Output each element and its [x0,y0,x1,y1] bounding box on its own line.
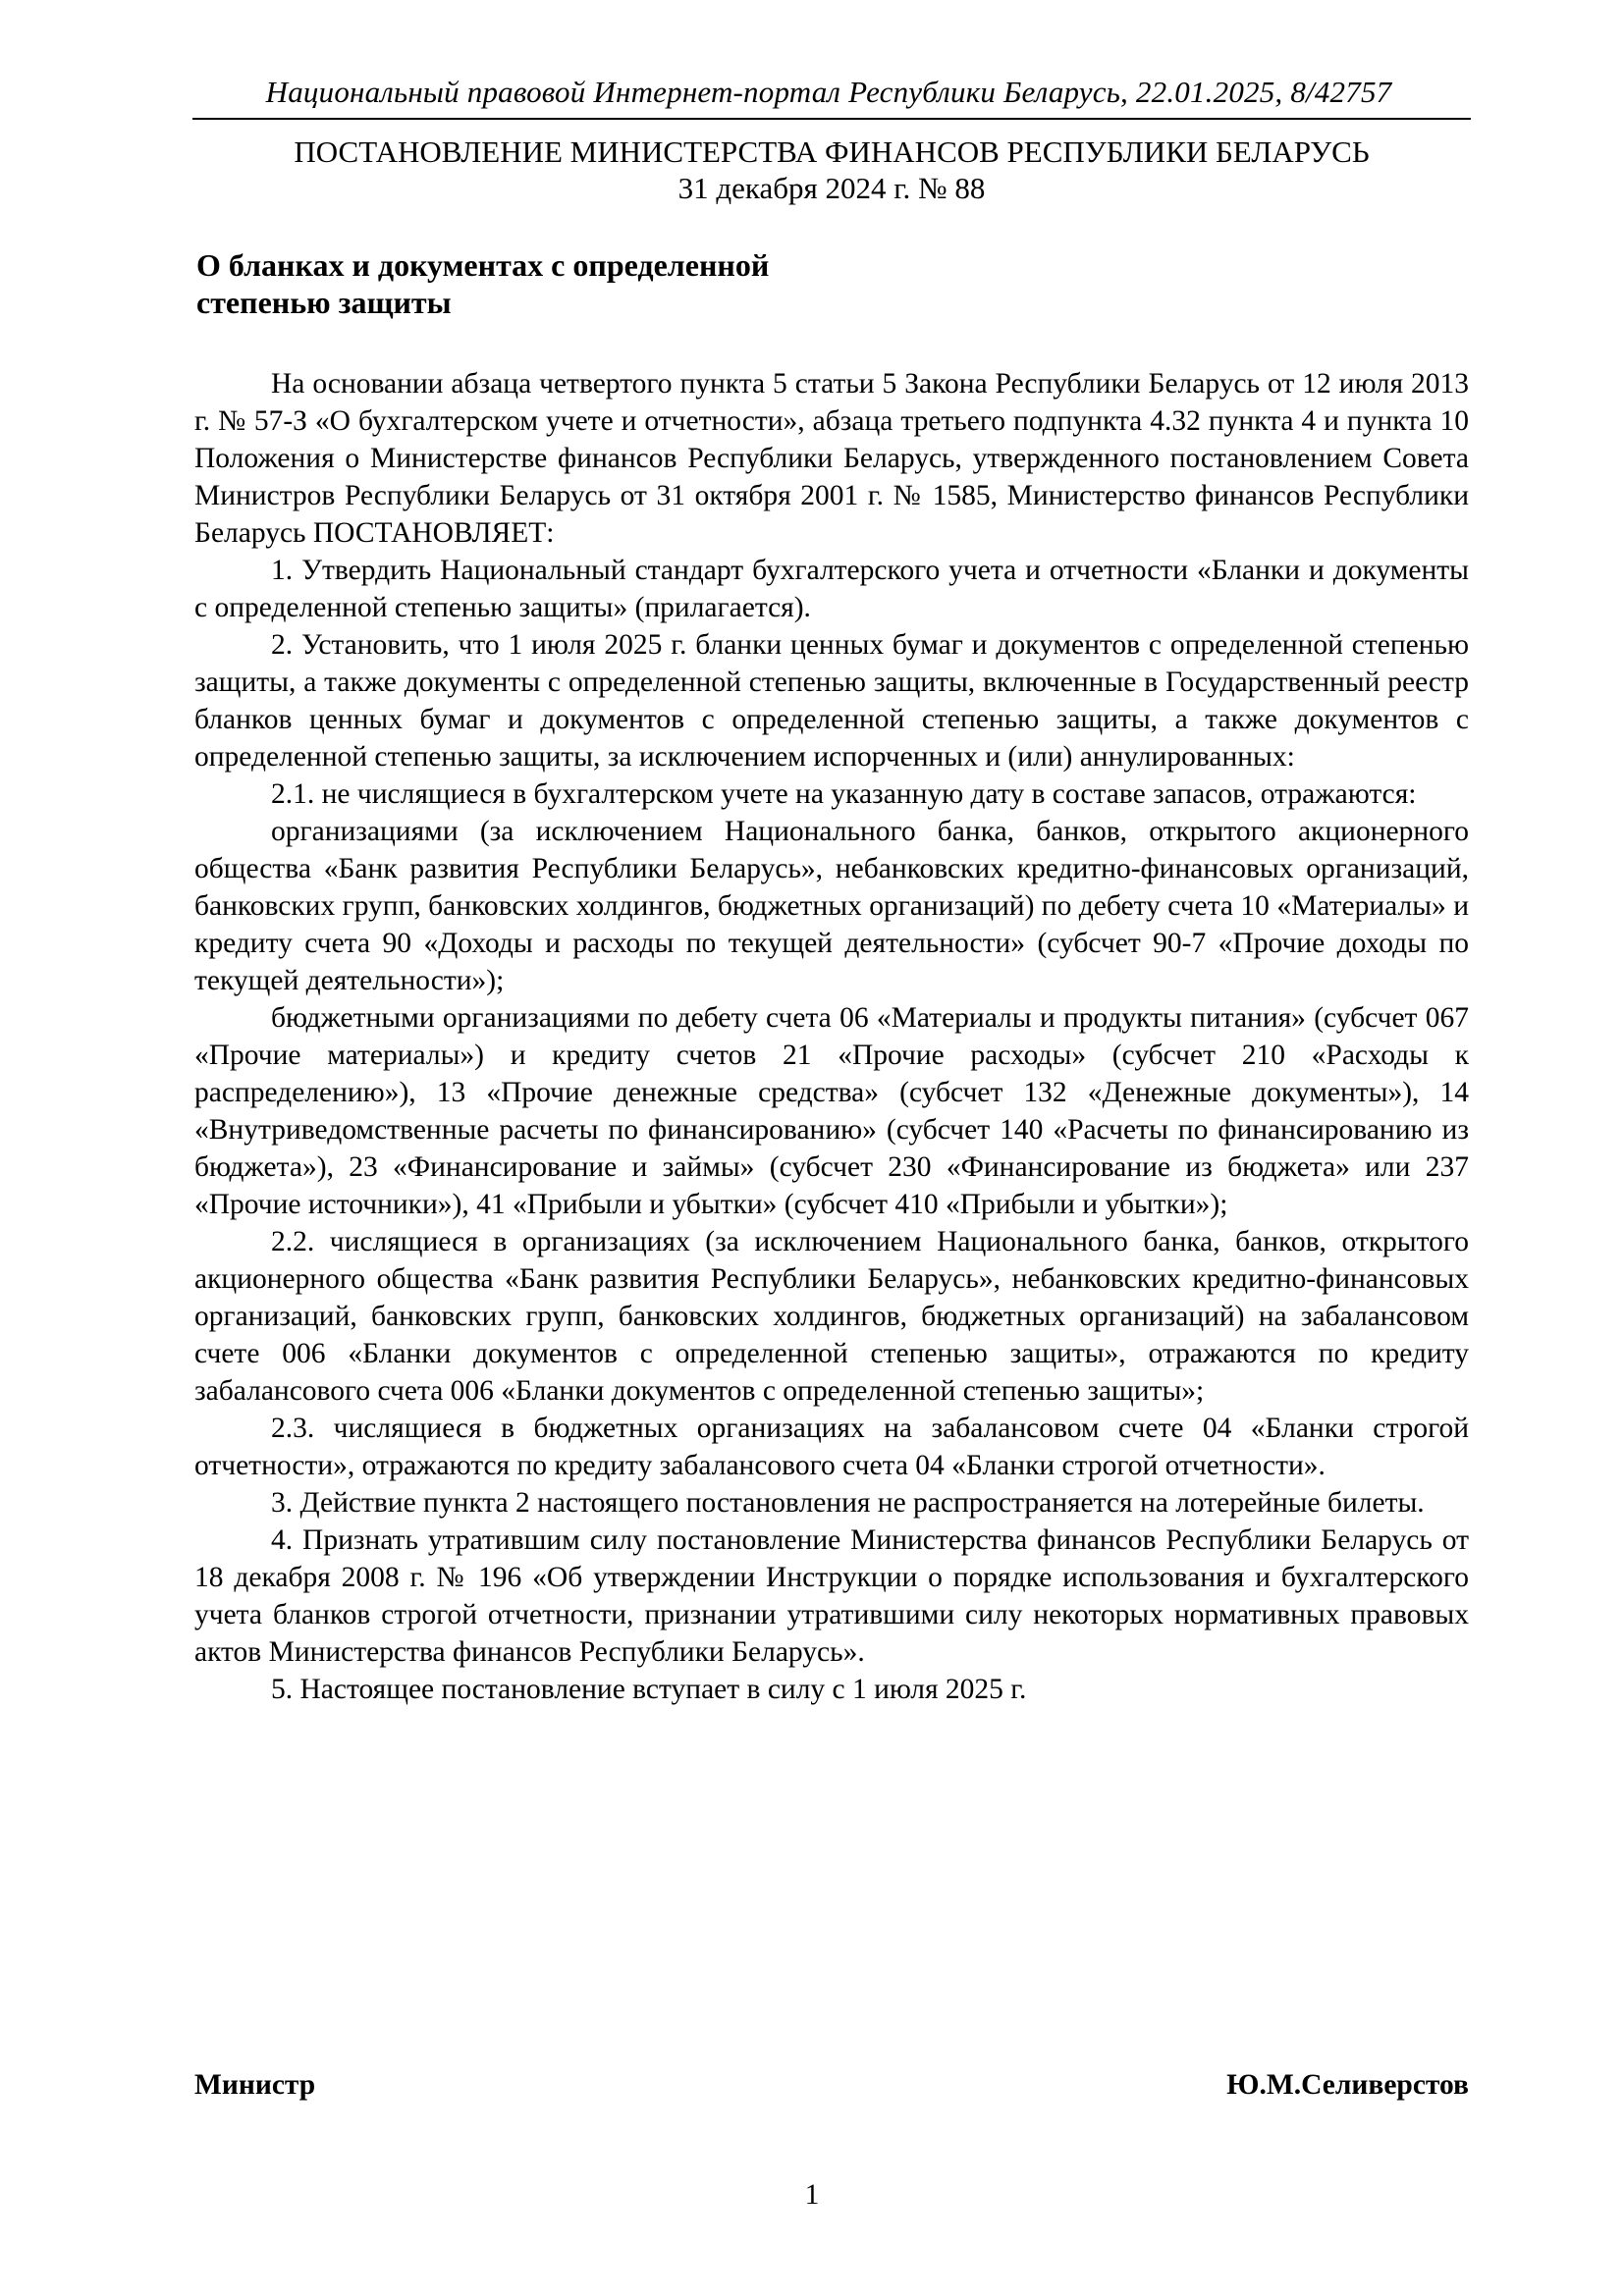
document-body [194,365,1469,1708]
signatory-name: Ю.М.Селиверстов [1226,2069,1469,2101]
page-number: 1 [804,2179,820,2211]
paragraph-organizations: организациями (за исключением Национального банка, банков, открытого акционерного общества «Банк развития Республики Беларусь», небанковских кредитно-финансовых организаций, банковских групп, банковских холдингов, бюджетных организаций) по дебету счета 10 «Материалы» и кредиту счета 90 «Доходы и расходы по текущей деятельности» (субсчет 90-7 «Прочие доходы по текущей деятельности»); [194,816,1469,996]
paragraph-item-2-2: 2.2. числящиеся в организациях (за исключением Национального банка, банков, открытого акционерного общества «Банк развития Республики Беларусь», небанковских кредитно-финансовых организаций, банковских групп, банковских холдингов, бюджетных организаций) на забалансовом счете 006 «Бланки документов с определенной степенью защиты», отражаются по кредиту забалансового счета 006 «Бланки документов с определенной степенью защиты»; [194,1226,1469,1407]
paragraph-item-2: 2. Установить, что 1 июля 2025 г. бланки ценных бумаг и документов с определенной степенью защиты, а также документы с определенной степенью защиты, включенные в Государственный реестр бланков ценных бумаг и документов с определенной степенью защиты, а также документов с определенной степенью защиты, за исключением испорченных и (или) аннулированных: [194,629,1469,773]
signature-block [194,2067,1469,2103]
portal-header: Национальный правовой Интернет-портал Республики Беларусь, 22.01.2025, 8/42757 [265,75,1392,109]
paragraph-item-2-3: 2.3. числящиеся в бюджетных организациях на забалансовом счете 04 «Бланки строгой отчетности», отражаются по кредиту забалансового счета 04 «Бланки строгой отчетности». [194,1413,1469,1481]
paragraph-budget-organizations: бюджетными организациями по дебету счета 06 «Материалы и продукты питания» (субсчет 067 «Прочие материалы») и кредиту счетов 21 «Прочие расходы» (субсчет 210 «Расходы к распределению»), 13 «Прочие денежные средства» (субсчет 132 «Денежные документы»), 14 «Внутриведомственные расчеты по финансированию» (субсчет 140 «Расчеты по финансированию из бюджета»), 23 «Финансирование и займы» (субсчет 230 «Финансирование из бюджета» или 237 «Прочие источники»), 41 «Прибыли и убытки» (субсчет 410 «Прибыли и убытки»); [194,1002,1469,1220]
document-date: 31 декабря 2024 г. № 88 [677,171,986,205]
paragraph-item-3: 3. Действие пункта 2 настоящего постановления не распространяется на лотерейные билеты. [271,1487,1425,1519]
document-title [196,246,962,321]
document-title-line: О бланках и документах с определенной [196,247,770,283]
paragraph-item-2-1: 2.1. не числящиеся в бухгалтерском учете на указанную дату в составе запасов, отражаются: [271,778,1417,810]
signatory-position: Министр [194,2069,316,2101]
paragraph-preamble: На основании абзаца четвертого пункта 5 статьи 5 Закона Республики Беларусь от 12 июля 2013 г. № 57-З «О бухгалтерском учете и отчетности», абзаца третьего подпункта 4.32 пункта 4 и пункта 10 Положения о Министерстве финансов Республики Беларусь, утвержденного постановлением Совета Министров Республики Беларусь от 31 октября 2001 г. № 1585, Министерство финансов Республики Беларусь ПОСТАНОВЛЯЕТ: [194,368,1469,549]
document-title-line: степенью защиты [196,285,452,320]
paragraph-item-1: 1. Утвердить Национальный стандарт бухгалтерского учета и отчетности «Бланки и документы с определенной степенью защиты» (прилагается). [194,555,1469,623]
paragraph-item-4: 4. Признать утратившим силу постановление Министерства финансов Республики Беларусь от 18 декабря 2008 г. № 196 «Об утверждении Инструкции о порядке использования и бухгалтерского учета бланков строгой отчетности, признании утратившими силу некоторых нормативных правовых актов Министерства финансов Республики Беларусь». [194,1524,1469,1668]
header-divider [192,118,1471,120]
document-type: ПОСТАНОВЛЕНИЕ МИНИСТЕРСТВА ФИНАНСОВ РЕСПУБЛИКИ БЕЛАРУСЬ [294,134,1370,169]
paragraph-item-5: 5. Настоящее постановление вступает в силу с 1 июля 2025 г. [271,1674,1027,1705]
